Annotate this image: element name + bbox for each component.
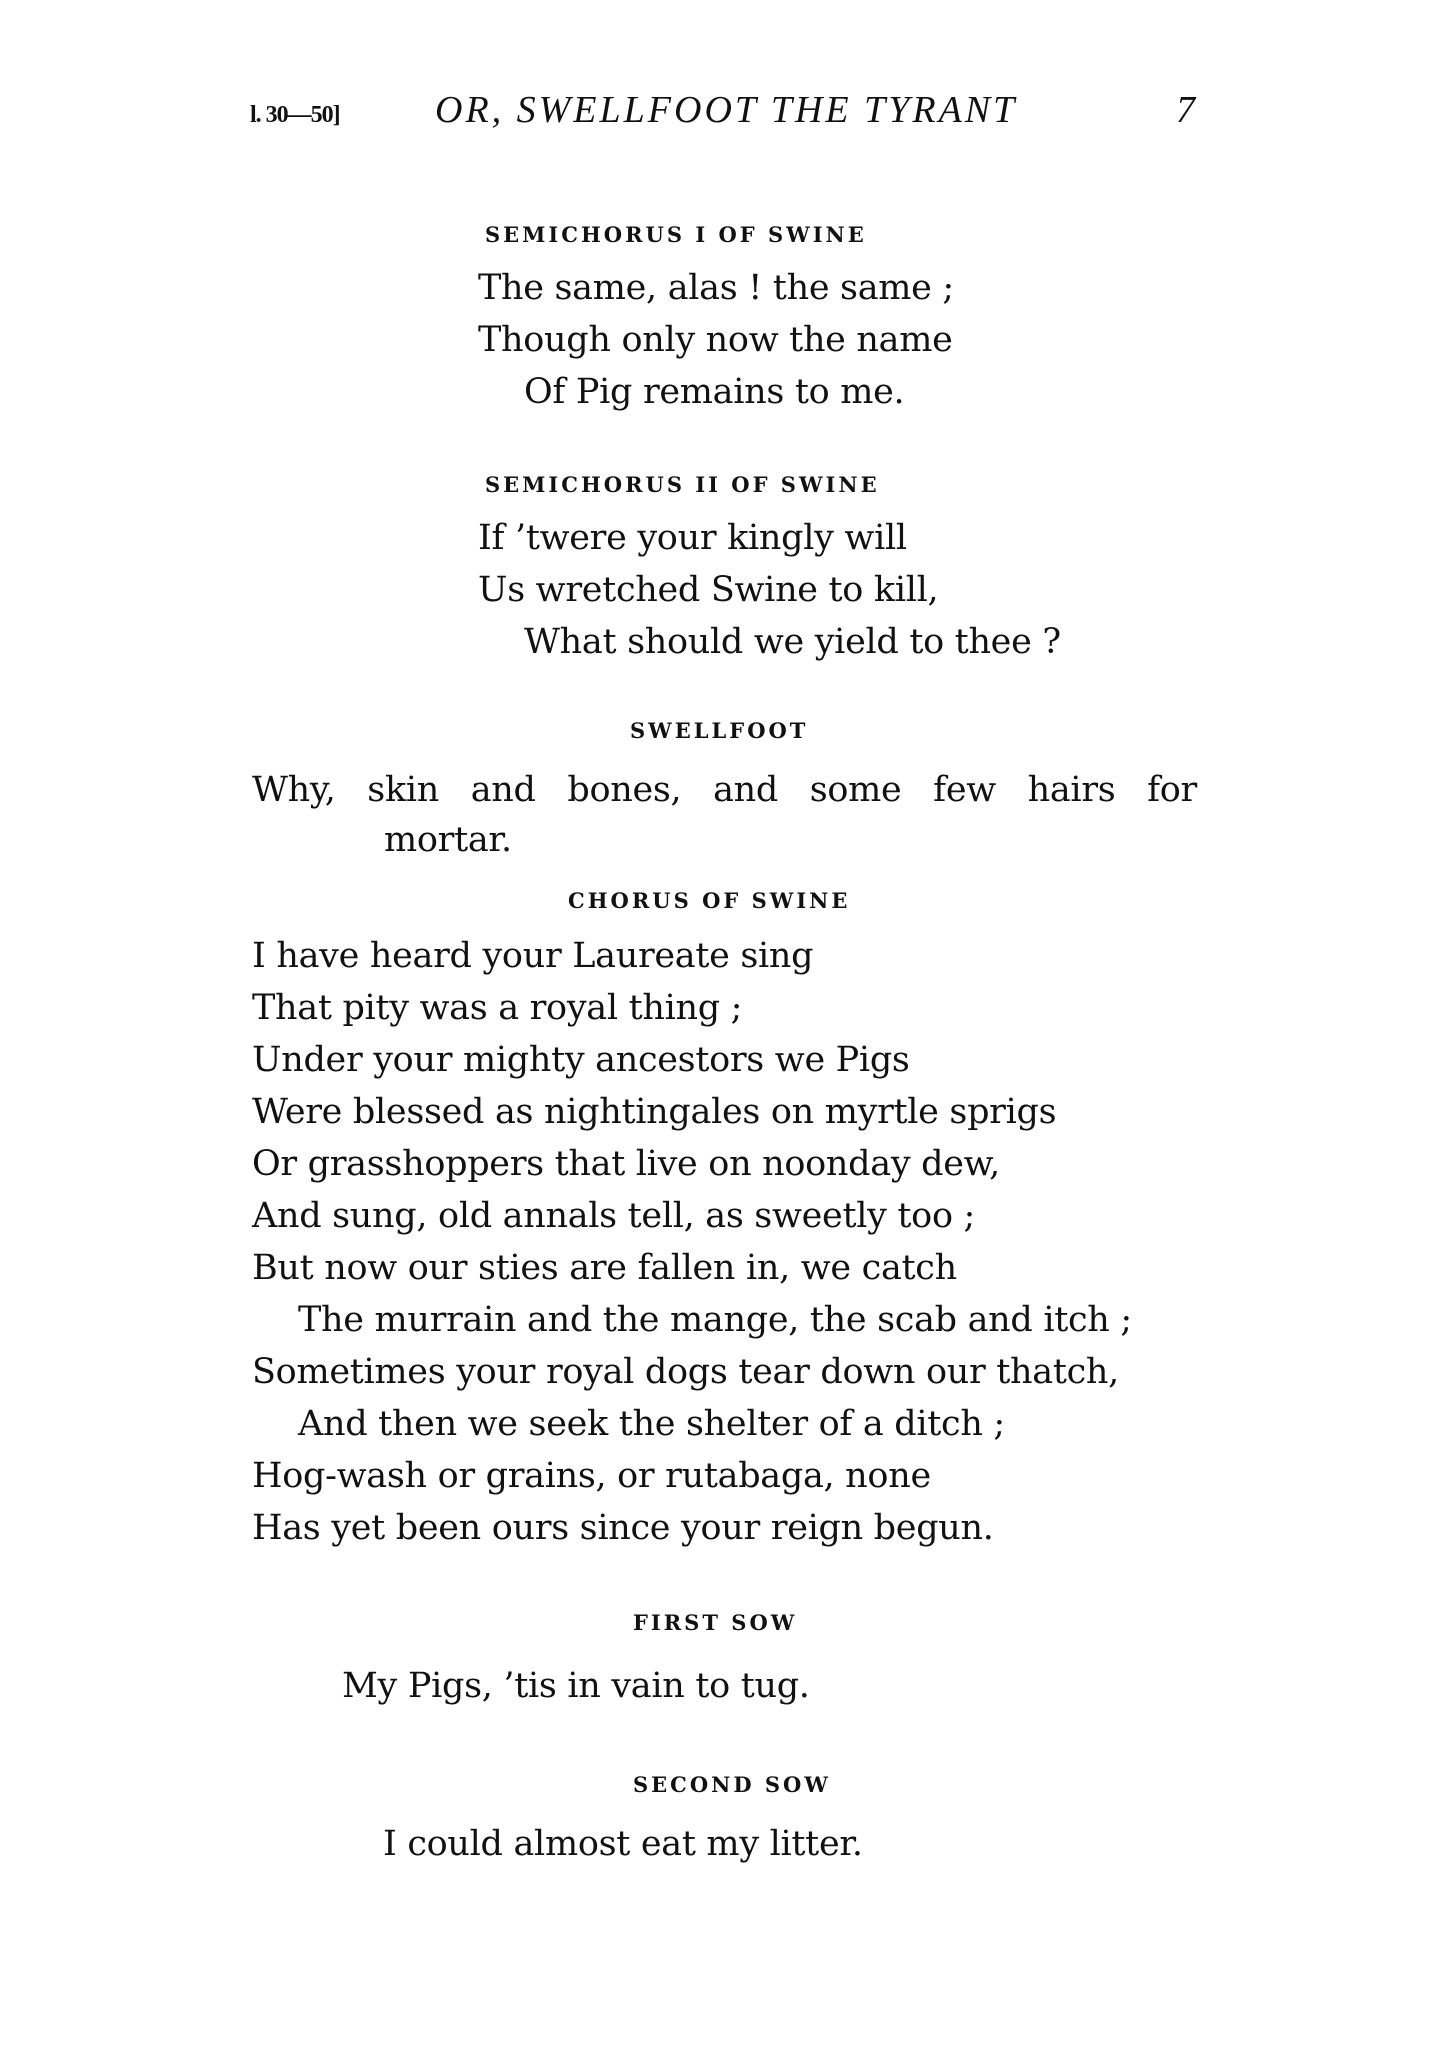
verse-line: Us wretched Swine to kill, — [478, 570, 939, 610]
verse-line: And then we seek the shelter of a ditch ; — [298, 1404, 1005, 1444]
verse-semichorus-2 — [478, 512, 1061, 668]
speaker-second-sow: SECOND SOW — [633, 1772, 831, 1797]
verse-chorus-of-swine — [252, 930, 1132, 1554]
verse-line: If ’twere your kingly will — [478, 518, 907, 558]
verse-line: Were blessed as nightingales on myrtle sprigs — [252, 1092, 1057, 1132]
verse-line: Of Pig remains to me. — [524, 372, 905, 412]
speaker-swellfoot: SWELLFOOT — [630, 718, 809, 743]
verse-semichorus-1 — [478, 262, 954, 418]
verse-line: That pity was a royal thing ; — [252, 988, 743, 1028]
verse-second-sow — [383, 1818, 863, 1870]
speaker-chorus-of-swine: CHORUS OF SWINE — [568, 888, 851, 913]
verse-first-sow — [342, 1660, 810, 1712]
speech-line: Why, skin and bones, and some few hairs for — [252, 770, 1197, 810]
verse-line: But now our sties are fallen in, we catch — [252, 1248, 957, 1288]
running-title: OR, SWELLFOOT THE TYRANT — [435, 89, 1018, 131]
verse-line: What should we yield to thee ? — [524, 622, 1061, 662]
running-header — [250, 88, 1195, 138]
verse-line: I have heard your Laureate sing — [252, 936, 814, 976]
speaker-first-sow: FIRST SOW — [633, 1610, 798, 1635]
verse-line: Or grasshoppers that live on noonday dew, — [252, 1144, 1000, 1184]
verse-line: I could almost eat my litter. — [383, 1824, 863, 1864]
speaker-semichorus-1: SEMICHORUS I OF SWINE — [485, 222, 867, 247]
verse-line: Has yet been ours since your reign begun. — [252, 1508, 994, 1548]
verse-line: The murrain and the mange, the scab and itch ; — [298, 1300, 1132, 1340]
line-range: l. 30—50] — [250, 102, 340, 128]
verse-line: Under your mighty ancestors we Pigs — [252, 1040, 910, 1080]
verse-line: Sometimes your royal dogs tear down our thatch, — [252, 1352, 1119, 1392]
page-number: 7 — [1176, 89, 1195, 131]
speaker-semichorus-2: SEMICHORUS II OF SWINE — [485, 472, 880, 497]
speech-line: mortar. — [384, 820, 512, 860]
verse-line: Though only now the name — [478, 320, 953, 360]
verse-line: Hog-wash or grains, or rutabaga, none — [252, 1456, 931, 1496]
verse-line: My Pigs, ’tis in vain to tug. — [342, 1666, 810, 1706]
verse-line: And sung, old annals tell, as sweetly too ; — [252, 1196, 976, 1236]
verse-line: The same, alas ! the same ; — [478, 268, 954, 308]
speech-swellfoot — [252, 765, 1197, 865]
